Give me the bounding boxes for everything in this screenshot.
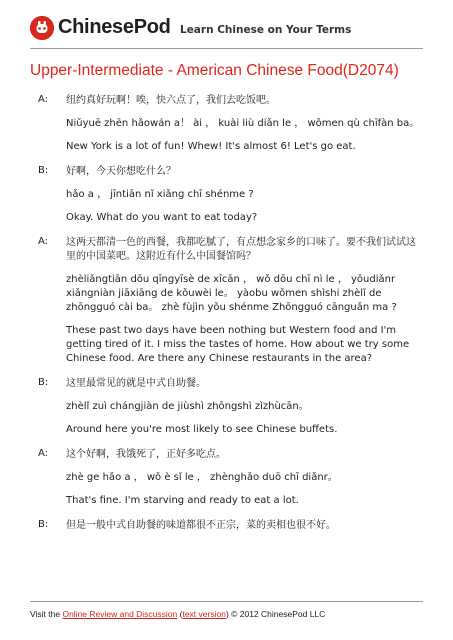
tagline: Learn Chinese on Your Terms bbox=[180, 24, 352, 36]
header bbox=[30, 12, 430, 48]
chinesepod-logo-icon bbox=[30, 16, 54, 40]
footer-paren-open: ( bbox=[177, 609, 183, 619]
chinese-line: 这里最常见的就是中式自助餐。 bbox=[66, 378, 206, 389]
header-divider bbox=[30, 48, 423, 49]
chinese-line: 这两天都清一色的西餐，我都吃腻了，有点想念家乡的口味了。要不我们试试这里的中国菜吧。这附近有什么中国餐馆吗？ bbox=[66, 237, 416, 262]
footer-copyright: ) © 2012 ChinesePod LLC bbox=[225, 609, 326, 619]
dialogue-turn bbox=[0, 94, 453, 154]
pinyin-line: zhèliǎngtiān dōu qīngyīsè de xīcān ， wǒ dōu chī nì le ， yǒudiǎnr xiǎngniàn jiāxiāng de kǒuwèi le。 yàobu wǒmen shìshi zhèlǐ de zhōngguó cài ba。 zhè fùjìn yǒu shénme Zhōngguó cānguǎn ma ? bbox=[66, 274, 397, 313]
footer-divider bbox=[30, 601, 423, 602]
lesson-title: Upper-Intermediate - American Chinese Food(D2074) bbox=[30, 62, 399, 79]
english-line: That's fine. I'm starving and ready to eat a lot. bbox=[66, 495, 299, 506]
speaker-label: A: bbox=[38, 94, 49, 105]
footer bbox=[30, 609, 325, 619]
pinyin-line: zhè ge hǎo a ， wǒ è sǐ le ， zhènghǎo duō chī diǎnr。 bbox=[66, 472, 338, 483]
speaker-label: A: bbox=[38, 448, 49, 459]
logo-text: ChinesePod bbox=[58, 16, 171, 38]
speaker-label: B: bbox=[38, 519, 49, 530]
footer-prefix: Visit the bbox=[30, 609, 63, 619]
dialogue-turn bbox=[0, 377, 453, 437]
english-line: Okay. What do you want to eat today? bbox=[66, 212, 258, 223]
chinese-line: 纽约真好玩啊！唉，快六点了，我们去吃饭吧。 bbox=[66, 95, 276, 106]
text-version-link[interactable]: text version bbox=[182, 609, 226, 619]
speaker-label: B: bbox=[38, 165, 49, 176]
chinese-line: 这个好啊，我饿死了，正好多吃点。 bbox=[66, 449, 226, 460]
speaker-label: A: bbox=[38, 236, 49, 247]
speaker-label: B: bbox=[38, 377, 49, 388]
dialogue-turn bbox=[0, 448, 453, 508]
dialogue-turn bbox=[0, 236, 453, 366]
online-review-link[interactable]: Online Review and Discussion bbox=[62, 609, 178, 619]
dialogue-turn bbox=[0, 519, 453, 533]
dialogue bbox=[0, 94, 453, 542]
pinyin-line: hǎo a ， jīntiān nǐ xiǎng chī shénme ? bbox=[66, 189, 254, 200]
dialogue-turn bbox=[0, 165, 453, 225]
pinyin-line: Niǔyuē zhēn hǎowán a！ ài ， kuài liù diǎn le ， wǒmen qù chīfàn ba。 bbox=[66, 118, 420, 129]
english-line: Around here you're most likely to see Chinese buffets. bbox=[66, 424, 338, 435]
pinyin-line: zhèlǐ zuì chángjiàn de jiùshì zhōngshì zìzhùcān。 bbox=[66, 401, 309, 412]
chinese-line: 但是一般中式自助餐的味道都很不正宗，菜的卖相也很不好。 bbox=[66, 520, 336, 531]
chinese-line: 好啊，今天你想吃什么？ bbox=[66, 166, 176, 177]
english-line: These past two days have been nothing but Western food and I'm getting tired of it. I miss the tastes of home. How about we try some Chinese food. Are there any Chinese restaurants in the area? bbox=[66, 325, 410, 364]
english-line: New York is a lot of fun! Whew! It's almost 6! Let's go eat. bbox=[66, 141, 356, 152]
